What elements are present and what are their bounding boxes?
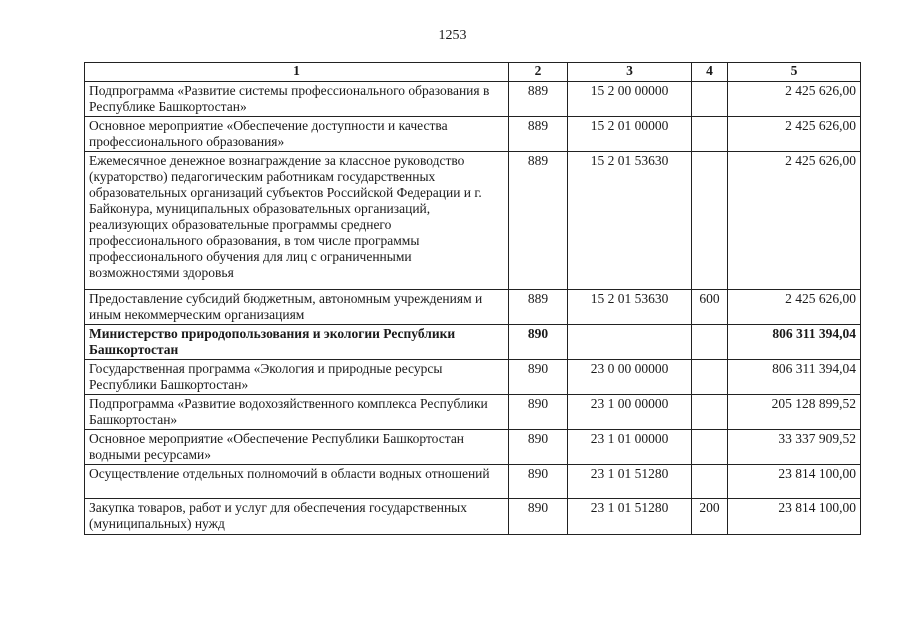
row-name-cell: Государственная программа «Экология и природные ресурсы Республики Башкортостан» (85, 360, 509, 395)
table-row (85, 82, 861, 117)
row-name-cell: Предоставление субсидий бюджетным, автономным учреждениям и иным некоммерческим организациям (85, 290, 509, 325)
row-amount-cell: 2 425 626,00 (728, 152, 861, 290)
row-amount-cell: 23 814 100,00 (728, 465, 861, 499)
row-name-cell: Основное мероприятие «Обеспечение доступности и качества профессионального образования» (85, 117, 509, 152)
row-amount-cell: 806 311 394,04 (728, 325, 861, 360)
row-type-cell: 600 (692, 290, 728, 325)
row-amount-cell: 205 128 899,52 (728, 395, 861, 430)
row-amount-cell: 2 425 626,00 (728, 82, 861, 117)
row-amount-cell: 2 425 626,00 (728, 117, 861, 152)
row-type-cell (692, 117, 728, 152)
row-name-cell: Министерство природопользования и экологии Республики Башкортостан (85, 325, 509, 360)
table-row (85, 499, 861, 535)
row-type-cell: 200 (692, 499, 728, 535)
table-row (85, 117, 861, 152)
column-header-name: 1 (85, 63, 509, 82)
row-type-cell (692, 360, 728, 395)
row-type-cell (692, 82, 728, 117)
table-row (85, 290, 861, 325)
row-code-cell: 890 (509, 465, 568, 499)
table-row (85, 430, 861, 465)
row-code-cell: 890 (509, 395, 568, 430)
row-name-cell: Ежемесячное денежное вознаграждение за классное руководство (кураторство) педагогическим работникам государственных образовательных организаций субъектов Российской Федерации и г. Байконура, муниципальных образовательных организаций, реализующих образовательные программы среднего профессионального образования, в том числе программы профессионального обучения для лиц с ограниченными возможностями здоровья (85, 152, 509, 290)
row-code-cell: 889 (509, 152, 568, 290)
row-target-cell: 15 2 01 53630 (568, 290, 692, 325)
row-code-cell: 890 (509, 325, 568, 360)
row-target-cell: 23 1 01 00000 (568, 430, 692, 465)
column-header-amount: 5 (728, 63, 861, 82)
row-code-cell: 889 (509, 290, 568, 325)
table-row (85, 325, 861, 360)
row-amount-cell: 33 337 909,52 (728, 430, 861, 465)
row-code-cell: 890 (509, 499, 568, 535)
row-type-cell (692, 152, 728, 290)
row-target-cell: 15 2 01 53630 (568, 152, 692, 290)
row-type-cell (692, 465, 728, 499)
table-row (85, 152, 861, 290)
table-row (85, 465, 861, 499)
row-amount-cell: 2 425 626,00 (728, 290, 861, 325)
row-name-cell: Осуществление отдельных полномочий в области водных отношений (85, 465, 509, 499)
row-type-cell (692, 325, 728, 360)
row-name-cell: Подпрограмма «Развитие водохозяйственного комплекса Республики Башкортостан» (85, 395, 509, 430)
row-name-cell: Закупка товаров, работ и услуг для обеспечения государственных (муниципальных) нужд (85, 499, 509, 535)
table-body (85, 82, 861, 535)
row-amount-cell: 806 311 394,04 (728, 360, 861, 395)
table-row (85, 395, 861, 430)
row-code-cell: 890 (509, 360, 568, 395)
row-name-cell: Основное мероприятие «Обеспечение Республики Башкортостан водными ресурсами» (85, 430, 509, 465)
column-header-code: 2 (509, 63, 568, 82)
table-row (85, 360, 861, 395)
row-target-cell: 23 0 00 00000 (568, 360, 692, 395)
column-header-target: 3 (568, 63, 692, 82)
row-target-cell (568, 325, 692, 360)
row-code-cell: 890 (509, 430, 568, 465)
row-target-cell: 15 2 00 00000 (568, 82, 692, 117)
row-name-cell: Подпрограмма «Развитие системы профессионального образования в Республике Башкортостан» (85, 82, 509, 117)
row-target-cell: 23 1 01 51280 (568, 465, 692, 499)
row-code-cell: 889 (509, 117, 568, 152)
row-target-cell: 23 1 01 51280 (568, 499, 692, 535)
table-header-row (85, 63, 861, 82)
row-type-cell (692, 395, 728, 430)
page-number: 1253 (438, 28, 467, 43)
row-type-cell (692, 430, 728, 465)
row-target-cell: 15 2 01 00000 (568, 117, 692, 152)
budget-table (84, 62, 861, 535)
row-amount-cell: 23 814 100,00 (728, 499, 861, 535)
column-header-type: 4 (692, 63, 728, 82)
row-code-cell: 889 (509, 82, 568, 117)
row-target-cell: 23 1 00 00000 (568, 395, 692, 430)
